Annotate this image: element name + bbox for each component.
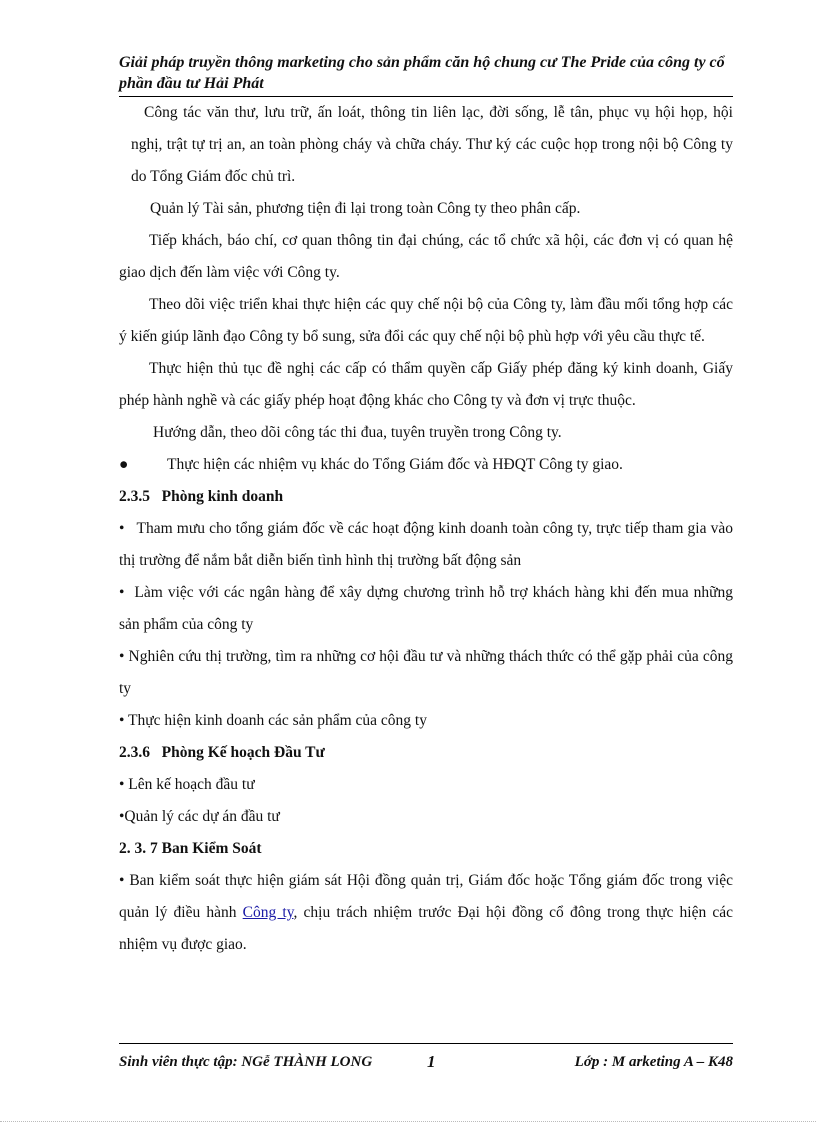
list-item: • Làm việc với các ngân hàng để xây dựng chương trình hỗ trợ khách hàng khi đến mua những sản phẩm của công ty — [119, 584, 737, 633]
paragraph-text: • Ban kiểm soát thực hiện giám sát Hội đồng quản trị, Giám đốc hoặc Tổng giám đốc trong việc quản lý điều hành — [119, 872, 733, 921]
paragraph: Thực hiện thủ tục đề nghị các cấp có thẩm quyền cấp Giấy phép đăng ký kinh doanh, Giấy phép hành nghề và các giấy phép hoạt động khác cho Công ty và đơn vị trực thuộc. — [119, 360, 733, 409]
section-heading-2-3-5: 2.3.5 Phòng kinh doanh — [119, 488, 284, 505]
list-item: • Thực hiện kinh doanh các sản phẩm của công ty — [119, 712, 427, 729]
paragraph: Công tác văn thư, lưu trữ, ấn loát, thông tin liên lạc, đời sống, lễ tân, phục vụ hội họp, hội nghị, trật tự trị an, an toàn phòng cháy và chữa cháy. Thư ký các cuộc họp trong nội bộ Công ty do Tổng Giám đốc chủ trì. — [131, 104, 733, 185]
list-item: • Nghiên cứu thị trường, tìm ra những cơ hội đầu tư và những thách thức có thể gặp phải của công ty — [119, 648, 733, 697]
section-heading-2-3-7: 2. 3. 7 Ban Kiểm Soát — [119, 840, 262, 857]
paragraph — [119, 865, 733, 961]
bullet-text: Thực hiện các nhiệm vụ khác do Tổng Giám đốc và HĐQT Công ty giao. — [167, 456, 623, 473]
document-body — [119, 97, 737, 961]
paragraph: Theo dõi việc triển khai thực hiện các quy chế nội bộ của Công ty, làm đầu mối tổng hợp các ý kiến giúp lãnh đạo Công ty bổ sung, sửa đổi các quy chế nội bộ phù hợp với yêu cầu thực tế. — [119, 296, 733, 345]
list-item: •Quản lý các dự án đầu tư — [119, 808, 280, 825]
paragraph: Hướng dẫn, theo dõi công tác thi đua, tuyên truyền trong Công ty. — [153, 424, 562, 441]
footer-divider — [119, 1043, 733, 1044]
paragraph: Tiếp khách, báo chí, cơ quan thông tin đại chúng, các tổ chức xã hội, các đơn vị có quan hệ giao dịch đến làm việc với Công ty. — [119, 232, 733, 281]
page-boundary — [0, 1121, 816, 1122]
bullet-item — [119, 449, 733, 481]
paragraph: Quản lý Tài sản, phương tiện đi lại trong toàn Công ty theo phân cấp. — [150, 200, 581, 217]
footer-class: Lớp : M arketing A – K48 — [574, 1054, 733, 1070]
list-item: • Tham mưu cho tổng giám đốc về các hoạt động kinh doanh toàn công ty, trực tiếp tham gia vào thị trường để nắm bắt diễn biến tình hình thị trường bất động sản — [119, 520, 737, 569]
section-heading-2-3-6: 2.3.6 Phòng Kế hoạch Đầu Tư — [119, 744, 325, 761]
page-header — [119, 52, 733, 94]
bullet-icon: ● — [119, 456, 129, 473]
company-link[interactable]: Công ty — [242, 904, 294, 921]
list-item: • Lên kế hoạch đầu tư — [119, 776, 255, 793]
footer-student: Sinh viên thực tập: NGễ THÀNH LONG — [119, 1054, 373, 1070]
paragraph-text: , chịu trách nhiệm trước Đại hội đồng cổ đông trong thực hiện các nhiệm vụ được giao. — [119, 904, 734, 953]
page-number: 1 — [427, 1052, 436, 1071]
header-title: Giải pháp truyền thông marketing cho sản phẩm căn hộ chung cư The Pride của công ty cổ phần đầu tư Hải Phát — [119, 54, 725, 92]
